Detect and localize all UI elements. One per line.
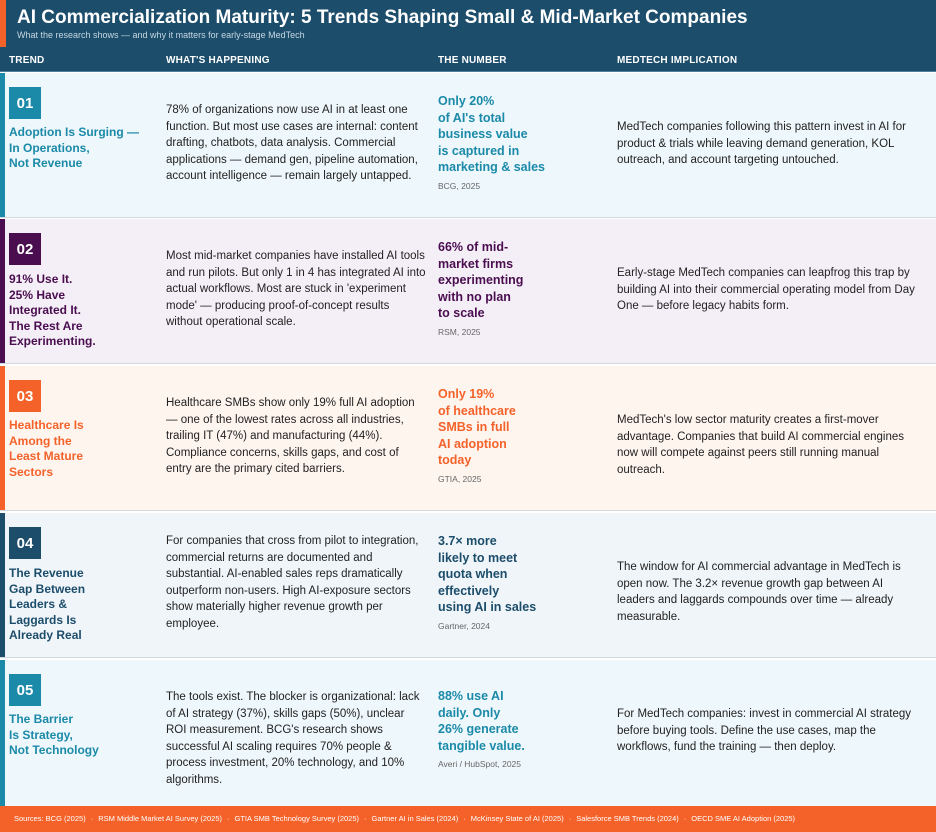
page-header [0,0,936,47]
source-separator: · [683,814,687,823]
row-accent-bar [0,366,5,510]
whats-happening-text: The tools exist. The blocker is organizational: lack of AI strategy (37%), skills gaps (50%), unclear ROI measurement. BCG's research shows successful AI scaling requires 70% people & process investment, 20% technology, and 10% algorithms. [166,691,420,786]
stat-source: GTIA, 2025 [438,474,482,484]
stat-source: BCG, 2025 [438,181,481,191]
trend-number-badge: 05 [9,674,41,706]
whats-happening-text: Healthcare SMBs show only 19% full AI adoption — one of the lowest rates across all industries, trailing IT (47%) and manufacturing (44%). Compliance concerns, skills gaps, and cost of entry are the primary cited barriers. [166,397,415,476]
column-header-implication: MEDTECH IMPLICATION [617,55,738,66]
whats-happening-text: For companies that cross from pilot to integration, commercial returns are documented and substantial. AI-enabled sales reps dramatically outperform non-users. High AI-exposure sectors show materially higher revenue growth per employee. [166,535,419,630]
source-separator: · [90,814,94,823]
key-stat: 66% of mid- market firms experimenting with no plan to scale [438,240,524,321]
trend-row-3 [0,366,936,511]
row-accent-bar [0,219,5,363]
source-citation: McKinsey State of AI (2025) [470,814,564,823]
key-stat: Only 20% of AI's total business value is captured in marketing & sales [438,94,545,175]
trend-row-2 [0,219,936,364]
source-citation: OECD SME AI Adoption (2025) [691,814,796,823]
trend-title: The Barrier Is Strategy, Not Technology [9,712,99,758]
source-separator: · [364,814,367,823]
trend-row-1 [0,73,936,218]
page-subtitle: What the research shows — and why it matters for early-stage MedTech [17,30,305,40]
source-separator: · [463,814,466,823]
whats-happening-text: 78% of organizations now use AI in at least one function. But most use cases are internal: content drafting, chatbots, data analysis. Commercial applications — demand gen, pipeline automation, account intelligence — remain largely untapped. [166,104,418,183]
column-header-happening: WHAT'S HAPPENING [166,55,270,66]
trend-number-badge: 03 [9,380,41,412]
column-header-number: THE NUMBER [438,55,507,66]
source-separator: · [568,814,572,823]
page-title: AI Commercialization Maturity: 5 Trends Shaping Small & Mid-Market Companies [17,7,748,28]
trend-title: Healthcare Is Among the Least Mature Sectors [9,418,84,479]
trend-title: The Revenue Gap Between Leaders & Laggards Is Already Real [9,566,86,643]
source-citation: GTIA SMB Technology Survey (2025) [234,814,360,823]
sources-footer [0,806,936,832]
trend-title: Adoption Is Surging — In Operations, Not Revenue [9,125,139,171]
stat-source: RSM, 2025 [438,327,481,337]
stat-source: Averi / HubSpot, 2025 [438,759,522,769]
source-citation: Gartner AI in Sales (2024) [371,814,459,823]
row-accent-bar [0,73,5,217]
header-accent-bar [0,0,6,47]
stat-source: Gartner, 2024 [438,621,490,631]
medtech-implication-text: MedTech's low sector maturity creates a first-mover advantage. Companies that build AI commercial engines now will compete against peers still running manual outreach. [617,414,905,476]
source-citation: RSM Middle Market AI Survey (2025) [98,814,222,823]
row-accent-bar [0,660,5,806]
medtech-implication-text: For MedTech companies: invest in commercial AI strategy before buying tools. Define the use cases, map the workflows, fund the training — then deploy. [617,708,912,754]
key-stat: 3.7× more likely to meet quota when effectively using AI in sales [438,534,537,615]
key-stat: 88% use AI daily. Only 26% generate tangible value. [438,689,525,753]
trend-number-badge: 04 [9,527,41,559]
source-citation: Salesforce SMB Trends (2024) [576,814,679,823]
trend-number-badge: 01 [9,87,41,119]
source-separator: · [227,814,230,823]
medtech-implication-text: The window for AI commercial advantage in MedTech is open now. The 3.2× revenue growth gap between AI leaders and laggards compounds over time — already measurable. [617,561,901,623]
trend-number-badge: 02 [9,233,41,265]
sources-list [14,814,795,823]
trend-title: 91% Use It. 25% Have Integrated It. The Rest Are Experimenting. [9,272,96,349]
source-citation: Sources: BCG (2025) [14,814,86,823]
column-header-trend: TREND [9,55,45,66]
trend-row-5 [0,660,936,806]
medtech-implication-text: MedTech companies following this pattern invest in AI for product & trials while leaving demand generation, KOL outreach, and account targeting untouched. [617,121,906,167]
whats-happening-text: Most mid-market companies have installed AI tools and run pilots. But only 1 in 4 has integrated AI into actual workflows. Most are stuck in 'experiment mode' — producing proof-of-concept results without operational scale. [166,250,426,329]
trend-row-4 [0,513,936,658]
medtech-implication-text: Early-stage MedTech companies can leapfrog this trap by building AI into their commercial operating model from Day One — before legacy habits form. [617,267,915,313]
row-accent-bar [0,513,5,657]
column-header-row [0,47,936,72]
key-stat: Only 19% of healthcare SMBs in full AI adoption today [438,387,516,468]
